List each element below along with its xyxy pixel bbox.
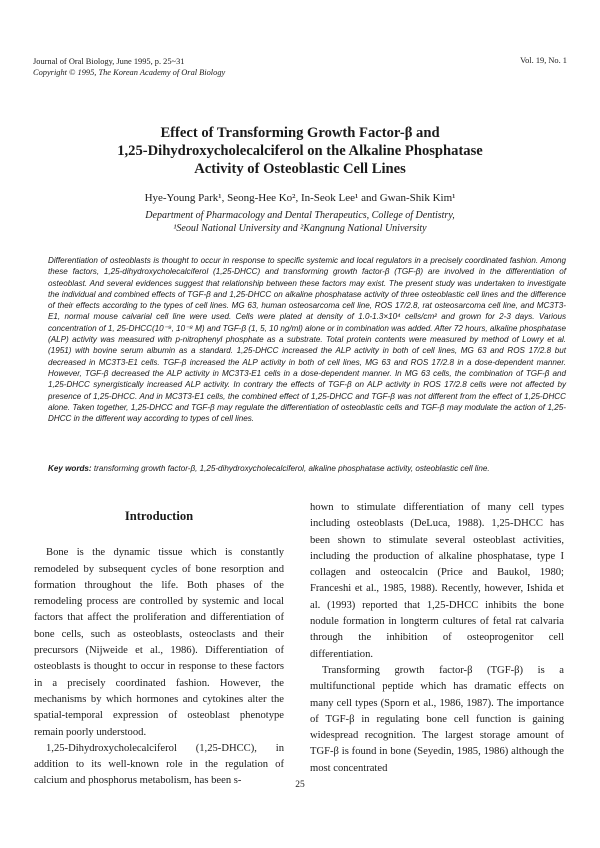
keywords-text: transforming growth factor-β, 1,25-dihydroxycholecalciferol, alkaline phosphatase activity, osteoblastic cell line.	[93, 464, 490, 473]
journal-citation: Journal of Oral Biology, June 1995, p. 25~31	[33, 57, 185, 66]
paragraph: Bone is the dynamic tissue which is constantly remodeled by subsequent cycles of bone resorption and formation throughout the life. Both phases of the remodeling process are controlled by systemic and local factors that affect the proliferation and differentiation of bone cells, such as osteoblasts, osteoclasts and their precursors (Nijweide et al., 1986). Differentiation of osteoblasts is thought to occur in response to these factors in a precisely coordinated fashion. However, the mechanisms by which hormones and cytokines alter the spatial-temporal expression of osteoblast phenotype remain poorly understood.	[34, 547, 284, 738]
affiliation-line-1: Department of Pharmacology and Dental Therapeutics, College of Dentistry,	[145, 210, 455, 221]
title-line-2: 1,25-Dihydroxycholecalciferol on the Alkaline Phosphatase	[117, 143, 483, 159]
column-left	[34, 508, 284, 790]
keywords-label: Key words:	[48, 464, 92, 473]
affiliation-line-2: ¹Seoul National University and ²Kangnung National University	[173, 223, 427, 234]
title-line-3: Activity of Osteoblastic Cell Lines	[194, 161, 406, 177]
volume-label: Vol. 19, No. 1	[520, 56, 567, 65]
abstract-text: Differentiation of osteoblasts is thought to occur in response to specific systemic and local regulators in a precisely coordinated fashion. Among these factors, 1,25-dihydroxycholecalciferol (1,25-DHCC) and transforming growth factor-β (TGF-β) are involved in the differentiation of osteoblast. And several evidences suggest that relationship between these factors may exist. The present study was undertaken to investigate the individual and combined effects of TGF-β and 1,25-DHCC on alkaline phosphatase activity of three osteoblastic cell lines and the difference of their effects according to the types of cell lines. MG 63, human osteosarcoma cell line, ROS 17/2.8, rat osteosarcoma cell line, and MC3T3-E1, normal mouse calvarial cell line were used. Cells were plated at density of 1.0-1.3×10⁴ cells/cm² and grown for 2-3 days. Various concentration of 1, 25-DHCC(10⁻⁹, 10⁻⁸ M) and TGF-β (1, 5, 10 ng/ml) alone or in combination was added. After 72 hours, alkaline phosphatase (ALP) activity was measured with p-nitrophenyl phosphate as a substrate. Total protein contents were measured by method of Lowry et al. (1951) with bovine serum albumin as a standard. 1,25-DHCC increased the ALP activity in both of cell lines, MG 63 and ROS 17/2.8 but decreased in MC3T3-E1 cells. TGF-β increased the ALP activity in both of cell lines, MG 63 and ROS 17/2.8 in a dose-dependent manner. However, TGF-β decreased the ALP activity in MC3T3-E1 cells in a dose-dependent manner. In MG 63 cells, the combination of TGF-β and 1,25-DHCC synergistically increased ALP activity. In contrary the effects of TGF-β on ALP activity in ROS 17/2.8 cells were not affected by presence of 1,25-DHCC. And in MC3T3-E1 cells, the combined effect of 1,25-DHCC and TGF-β was not different from the effect of 1,25-DHCC alone. Taken together, 1,25-DHCC and TGF-β may regulate the differentiation of osteoblastic cells and TGF-β may modulate the action of 1,25-DHCC in the different way according to types of cell lines.	[48, 256, 566, 424]
section-heading-introduction: Introduction	[124, 509, 194, 523]
paper-title	[60, 124, 540, 178]
keywords	[48, 463, 566, 474]
paragraph: Transforming growth factor-β (TGF-β) is a multifunctional peptide which has dramatic effects on many cell types (Sporn et al., 1986, 1987). The importance of TGF-β in regulating bone cell function is gaining widespread recognition. The largest storage amount of TGF-β is found in bone (Seyedin, 1985, 1986) although the most concentrated	[310, 664, 564, 774]
author-list: Hye-Young Park¹, Seong-Hee Ko², In-Seok Lee¹ and Gwan-Shik Kim¹	[144, 192, 456, 204]
journal-header	[33, 56, 225, 78]
title-line-1: Effect of Transforming Growth Factor-β and	[160, 125, 440, 141]
page-number: 25	[295, 780, 305, 790]
column-right	[310, 500, 564, 777]
paragraph: hown to stimulate differentiation of many cell types including osteoblasts (DeLuca, 1988). 1,25-DHCC has been shown to stimulate several osteoblast activities, including the production of alkaline phosphatase, type I collagen and osteocalcin (Price and Baukol, 1980; Franceshi et al., 1985, 1988). Recently, however, Ishida et al. (1993) reported that 1,25-DHCC inhibits the bone nodule formation in longterm cultures of fetal rat calvaria through the inhibition of osteoprogenitor cell differentiation.	[310, 502, 564, 660]
affiliations	[40, 209, 560, 235]
copyright-line: Copyright © 1995, The Korean Academy of Oral Biology	[33, 68, 226, 77]
paragraph: 1,25-Dihydroxycholecalciferol (1,25-DHCC), in addition to its well-known role in the regulation of calcium and phosphorus metabolism, has been s-	[34, 742, 284, 787]
abstract	[48, 255, 566, 424]
